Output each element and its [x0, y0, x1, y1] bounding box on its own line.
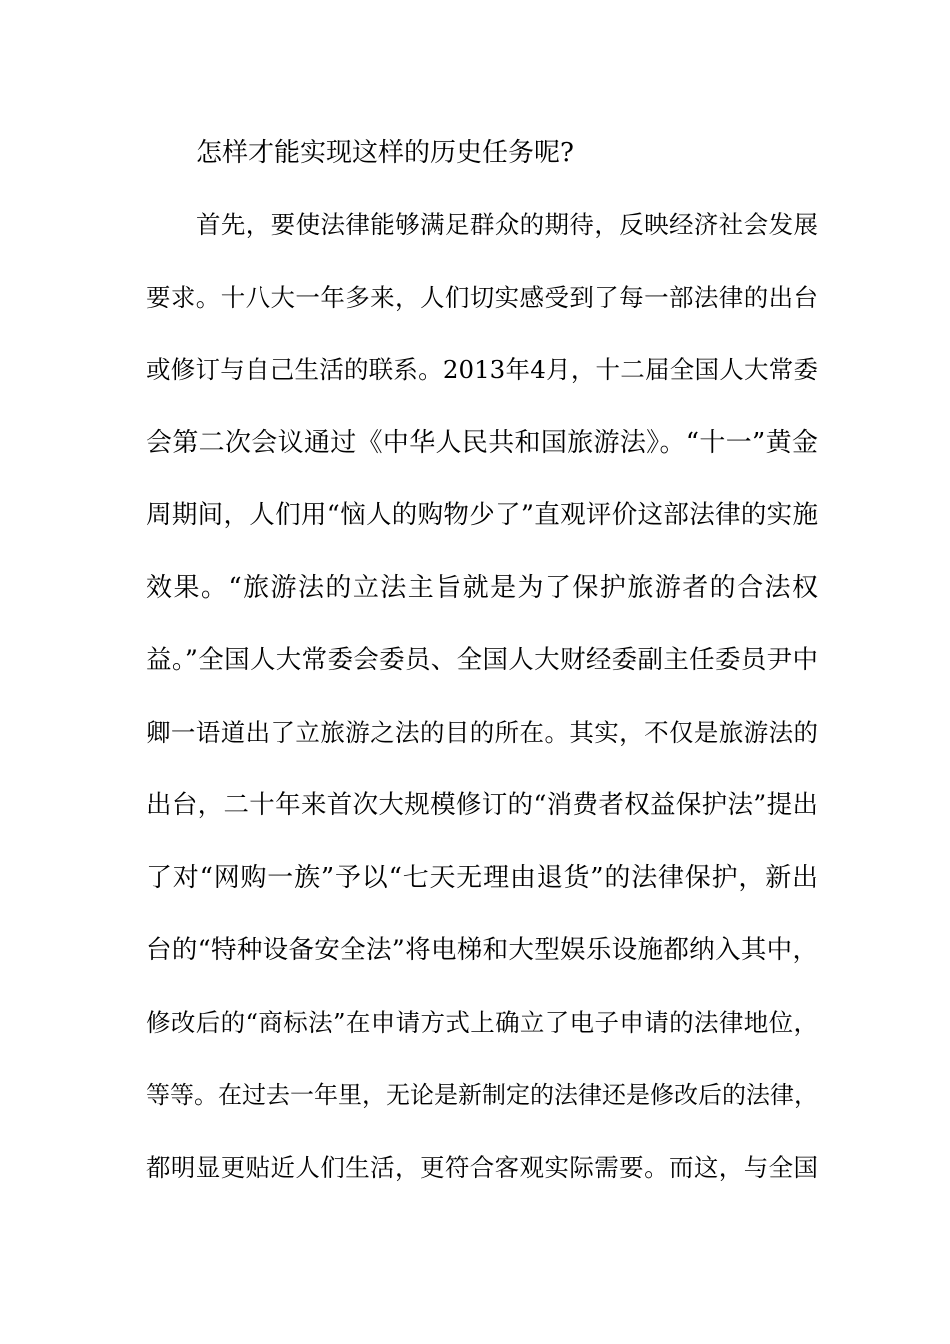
- text-line-4: 或修订与自己生活的联系。2013年4月，十二届全国人大常委: [146, 355, 818, 384]
- text-line-6: 周期间，人们用“恼人的购物少了”直观评价这部法律的实施: [146, 500, 818, 530]
- text-line-15: 都明显更贴近人们生活，更符合客观实际需要。而这，与全国: [146, 1153, 818, 1182]
- text-line-12: 台的“特种设备安全法”将电梯和大型娱乐设施都纳入其中，: [146, 935, 818, 965]
- text-line-7: 效果。“旅游法的立法主旨就是为了保护旅游者的合法权: [146, 573, 818, 603]
- text-line-3: 要求。十八大一年多来，人们切实感受到了每一部法律的出台: [146, 283, 818, 312]
- text-line-13: 修改后的“商标法”在申请方式上确立了电子申请的法律地位，: [146, 1008, 818, 1037]
- text-line-9: 卿一语道出了立旅游之法的目的所在。其实，不仅是旅游法的: [146, 718, 818, 747]
- text-line-8: 益。”全国人大常委会委员、全国人大财经委副主任委员尹中: [146, 645, 818, 675]
- text-line-14: 等等。在过去一年里，无论是新制定的法律还是修改后的法律，: [146, 1081, 818, 1109]
- text-line-10: 出台，二十年来首次大规模修订的“消费者权益保护法”提出: [146, 790, 818, 820]
- text-line-5: 会第二次会议通过《中华人民共和国旅游法》。“十一”黄金: [146, 428, 818, 458]
- text-line-1: 怎样才能实现这样的历史任务呢?: [196, 138, 574, 168]
- text-line-11: 了对“网购一族”予以“七天无理由退货”的法律保护，新出: [146, 863, 818, 893]
- text-line-2: 首先，要使法律能够满足群众的期待，反映经济社会发展: [196, 210, 818, 239]
